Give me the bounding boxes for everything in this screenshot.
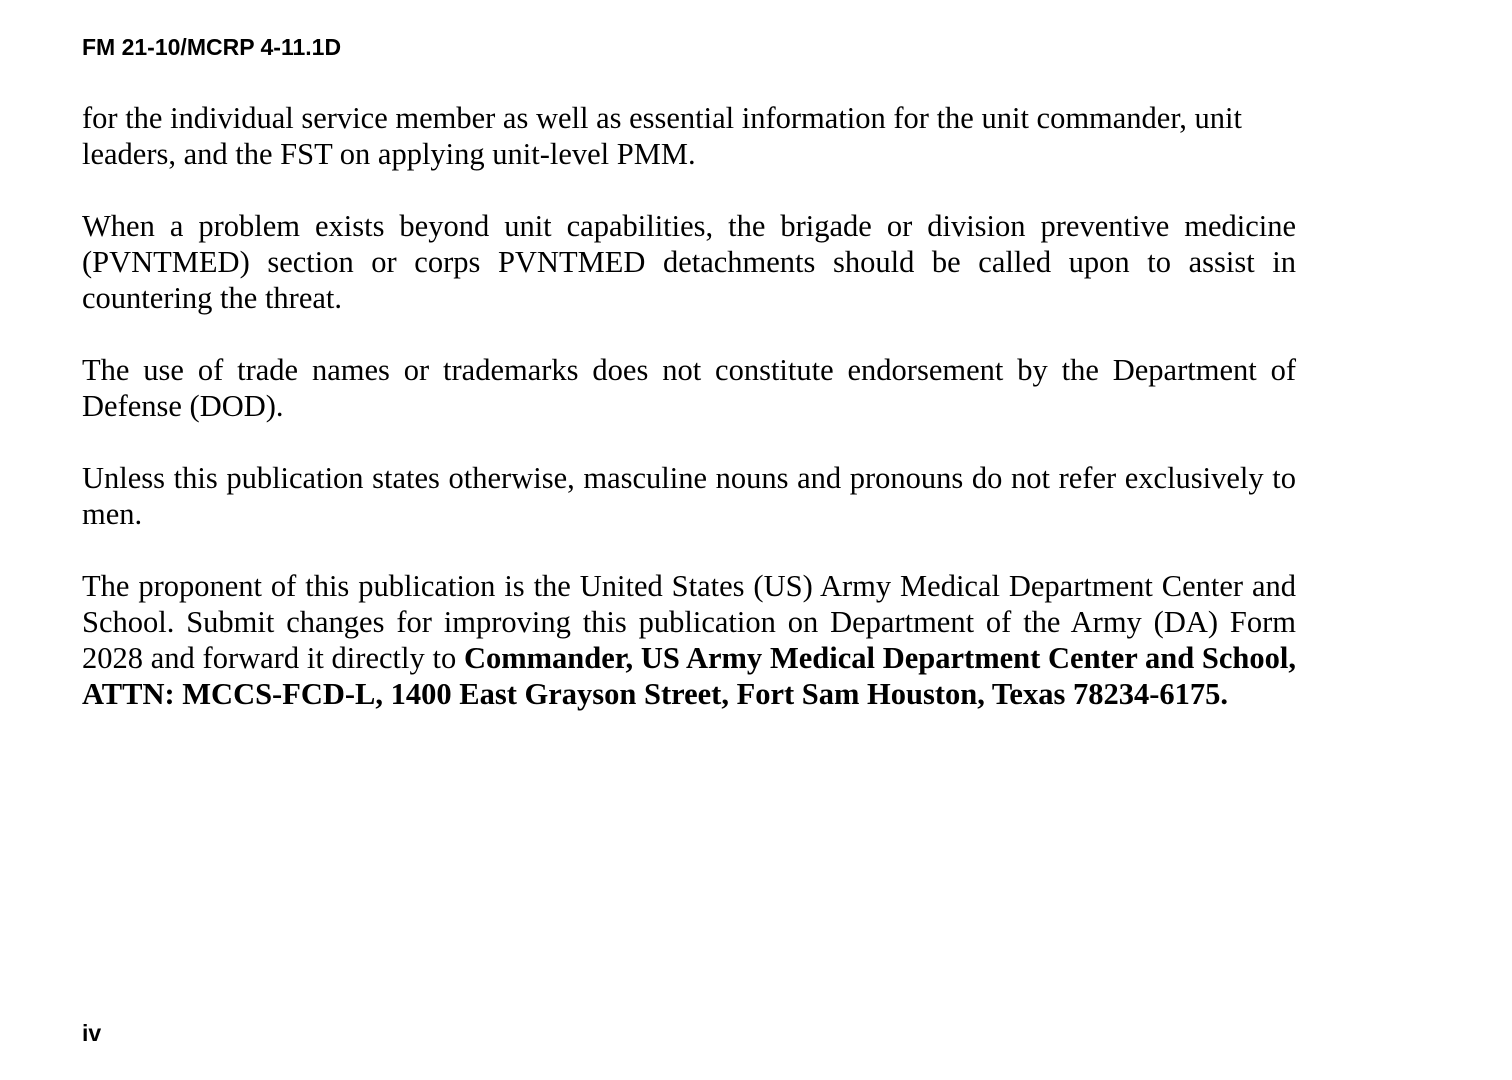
paragraph-proponent (82, 568, 1296, 712)
body-text (82, 100, 1296, 748)
page-number: iv (82, 1020, 102, 1046)
paragraph-scope-continuation: for the individual service member as well as essential information for the unit commander, unit leaders, and the FST on applying unit-level PMM. (82, 101, 1242, 171)
proponent-address: Commander, US Army Medical Department Center and School, ATTN: MCCS-FCD-L, 1400 East Grayson Street, Fort Sam Houston, Texas 78234-6175. (82, 641, 1296, 711)
paragraph-gender-note: Unless this publication states otherwise, masculine nouns and pronouns do not refer exclusively to men. (82, 461, 1296, 531)
proponent-text: The proponent of this publication is the United States (US) Army Medical Department Center and School. Submit changes for improving this publication on Department of the Army (DA) Form 2028 and forward it directly to (82, 569, 1296, 675)
document-id-header: FM 21-10/MCRP 4-11.1D (82, 34, 342, 60)
paragraph-pvntmed-support: When a problem exists beyond unit capabilities, the brigade or division preventive medicine (PVNTMED) section or corps PVNTMED detachments should be called upon to assist in countering the threat. (82, 209, 1296, 315)
paragraph-trade-names-disclaimer: The use of trade names or trademarks does not constitute endorsement by the Department of Defense (DOD). (82, 353, 1296, 423)
